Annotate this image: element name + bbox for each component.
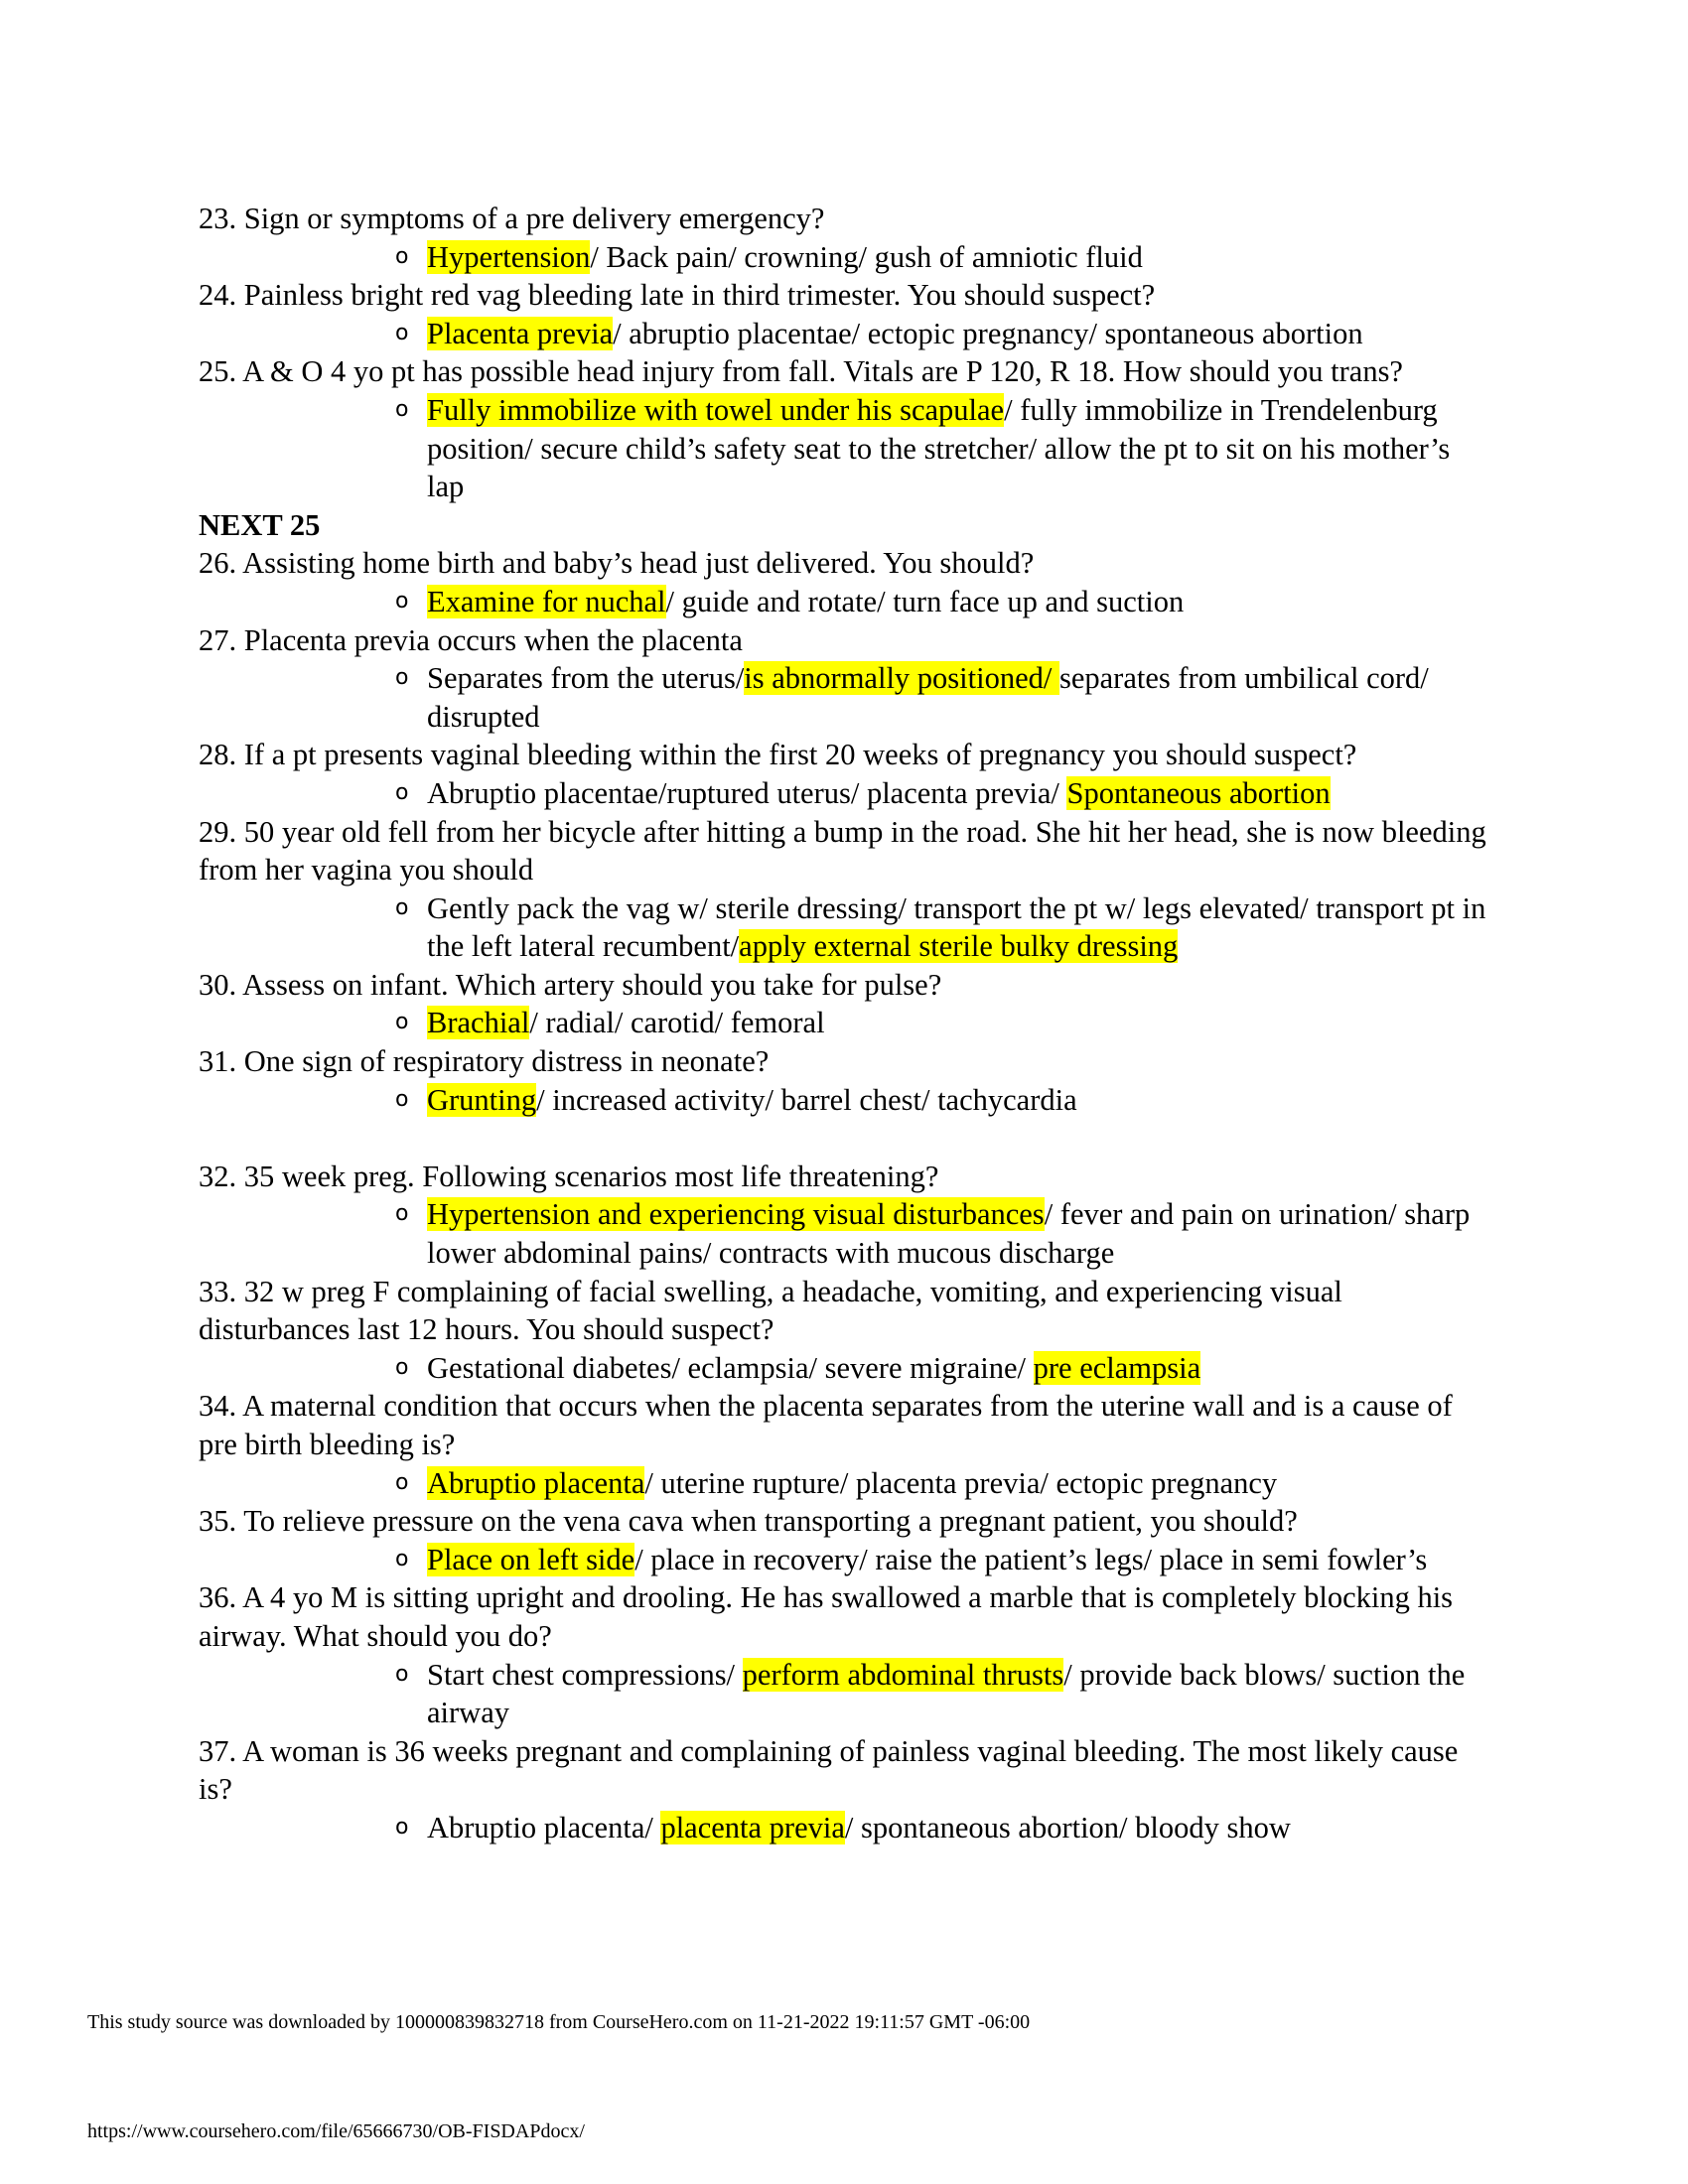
highlighted-answer: placenta previa	[660, 1810, 845, 1844]
source-url-link[interactable]: https://www.coursehero.com/file/65666730/OB-FISDAPdocx/	[87, 2120, 585, 2142]
answer-option-text: Abruptio placenta/	[427, 1810, 661, 1844]
bullet-icon: o	[395, 396, 409, 422]
bullet-icon: o	[395, 1814, 409, 1840]
section-heading: NEXT 25	[199, 507, 321, 542]
question-text: 33. 32 w preg F complaining of facial swelling, a headache, vomiting, and experiencing visual disturbances last 12 hours. You should suspect?	[199, 1274, 1342, 1347]
question-text: 23. Sign or symptoms of a pre delivery emergency?	[199, 202, 825, 235]
highlighted-answer: Examine for nuchal	[427, 584, 666, 618]
question-text: 30. Assess on infant. Which artery should you take for pulse?	[199, 967, 942, 1002]
highlighted-answer: is abnormally positioned/	[744, 661, 1059, 696]
bullet-icon: o	[395, 1086, 409, 1112]
bullet-icon: o	[395, 1354, 409, 1380]
bullet-icon: o	[395, 320, 409, 345]
question-text: 26. Assisting home birth and baby’s head just delivered. You should?	[199, 546, 1035, 581]
answer-option-text: / abruptio placentae/ ectopic pregnancy/ spontaneous abortion	[613, 316, 1363, 350]
answer-option-text: Abruptio placentae/ruptured uterus/ placenta previa/	[427, 775, 1067, 810]
answer-option-text: separates from umbilical cord/ disrupted	[427, 661, 1429, 734]
bullet-icon: o	[395, 665, 409, 691]
answer-option-text: Gently pack the vag w/ sterile dressing/ transport the pt w/ legs elevated/ transport pt in the left lateral recumbent/	[427, 890, 1486, 964]
blank-line	[199, 1119, 1489, 1158]
answer-options	[395, 238, 1489, 277]
bullet-icon: o	[395, 1201, 409, 1227]
answer-option-text: / spontaneous abortion/ bloody show	[844, 1810, 1291, 1844]
question-text: 24. Painless bright red vag bleeding late in third trimester. You should suspect?	[199, 278, 1156, 313]
answer-options	[395, 583, 1489, 621]
question-group-a	[199, 200, 1489, 506]
answer-option-text: / increased activity/ barrel chest/ tachycardia	[536, 1082, 1077, 1117]
question-text: 31. One sign of respiratory distress in neonate?	[199, 1044, 770, 1079]
question-group-b	[199, 544, 1489, 1119]
highlighted-answer: Placenta previa	[427, 316, 614, 350]
answer-option-text: Start chest compressions/	[427, 1657, 743, 1692]
bullet-icon: o	[395, 779, 409, 805]
answer-option-text: / uterine rupture/ placenta previa/ ectopic pregnancy	[644, 1465, 1278, 1500]
question-text: 27. Placenta previa occurs when the placenta	[199, 622, 743, 657]
bullet-icon: o	[395, 588, 409, 614]
answer-option-text: / fully immobilize in Trendelenburg position/ secure child’s safety seat to the stretcher/ allow the pt to sit on his mother’s lap	[427, 392, 1451, 504]
bullet-icon: o	[395, 1469, 409, 1495]
answer-option-text: / radial/ carotid/ femoral	[529, 1006, 825, 1040]
question-group-c	[199, 1158, 1489, 1847]
bullet-icon: o	[395, 243, 409, 269]
answer-options	[395, 391, 1489, 506]
answer-options	[395, 1081, 1489, 1120]
bullet-icon: o	[395, 894, 409, 920]
question-text: 37. A woman is 36 weeks pregnant and complaining of painless vaginal bleeding. The most likely cause is?	[199, 1733, 1459, 1807]
question-text: 28. If a pt presents vaginal bleeding within the first 20 weeks of pregnancy you should suspect?	[199, 738, 1357, 772]
answer-options	[395, 1464, 1489, 1503]
answer-option-text: Gestational diabetes/ eclampsia/ severe migraine/	[427, 1350, 1034, 1385]
answer-options	[395, 1195, 1489, 1272]
question-text: 29. 50 year old fell from her bicycle after hitting a bump in the road. She hit her head, she is now bleeding from her vagina you should	[199, 814, 1486, 887]
answer-options	[395, 889, 1489, 966]
answer-options	[395, 1541, 1489, 1579]
answer-options	[395, 1809, 1489, 1847]
highlighted-answer: Brachial	[427, 1006, 530, 1040]
question-text: 32. 35 week preg. Following scenarios most life threatening?	[199, 1159, 939, 1193]
bullet-icon: o	[395, 1010, 409, 1035]
answer-options	[395, 1656, 1489, 1732]
answer-options	[395, 1349, 1489, 1388]
bullet-icon: o	[395, 1546, 409, 1571]
highlighted-answer: Abruptio placenta	[427, 1465, 645, 1500]
answer-option-text: / fever and pain on urination/ sharp lower abdominal pains/ contracts with mucous discharge	[427, 1197, 1471, 1271]
highlighted-answer: Place on left side	[427, 1542, 635, 1576]
answer-option-text: / provide back blows/ suction the airway	[427, 1657, 1466, 1730]
highlighted-answer: perform abdominal thrusts	[742, 1657, 1064, 1692]
answer-option-text: / Back pain/ crowning/ gush of amniotic fluid	[590, 239, 1143, 274]
question-text: 34. A maternal condition that occurs when the placenta separates from the uterine wall and is a cause of pre birth bleeding is?	[199, 1389, 1453, 1461]
answer-option-text: Separates from the uterus/	[427, 661, 745, 696]
question-text: 35. To relieve pressure on the vena cava when transporting a pregnant patient, you should?	[199, 1504, 1298, 1539]
highlighted-answer: Spontaneous abortion	[1066, 775, 1331, 810]
question-text: 36. A 4 yo M is sitting upright and drooling. He has swallowed a marble that is completely blocking his airway. What should you do?	[199, 1580, 1454, 1653]
question-text: 25. A & O 4 yo pt has possible head injury from fall. Vitals are P 120, R 18. How should you trans?	[199, 354, 1403, 389]
bullet-icon: o	[395, 1661, 409, 1687]
highlighted-answer: apply external sterile bulky dressing	[739, 929, 1179, 964]
document-body	[199, 200, 1489, 1847]
answer-options	[395, 659, 1489, 736]
answer-option-text: / place in recovery/ raise the patient’s legs/ place in semi fowler’s	[634, 1542, 1428, 1576]
answer-options	[395, 774, 1489, 813]
highlighted-answer: Hypertension and experiencing visual disturbances	[427, 1197, 1045, 1232]
highlighted-answer: Hypertension	[427, 239, 591, 274]
answer-option-text: / guide and rotate/ turn face up and suction	[665, 584, 1185, 618]
highlighted-answer: pre eclampsia	[1033, 1350, 1201, 1385]
answer-options	[395, 1004, 1489, 1042]
download-notice: This study source was downloaded by 100000839832718 from CourseHero.com on 11-21-2022 19:11:57 GMT -06:00	[87, 2011, 1031, 2033]
highlighted-answer: Fully immobilize with towel under his scapulae	[427, 392, 1005, 427]
answer-options	[395, 315, 1489, 353]
highlighted-answer: Grunting	[427, 1082, 537, 1117]
